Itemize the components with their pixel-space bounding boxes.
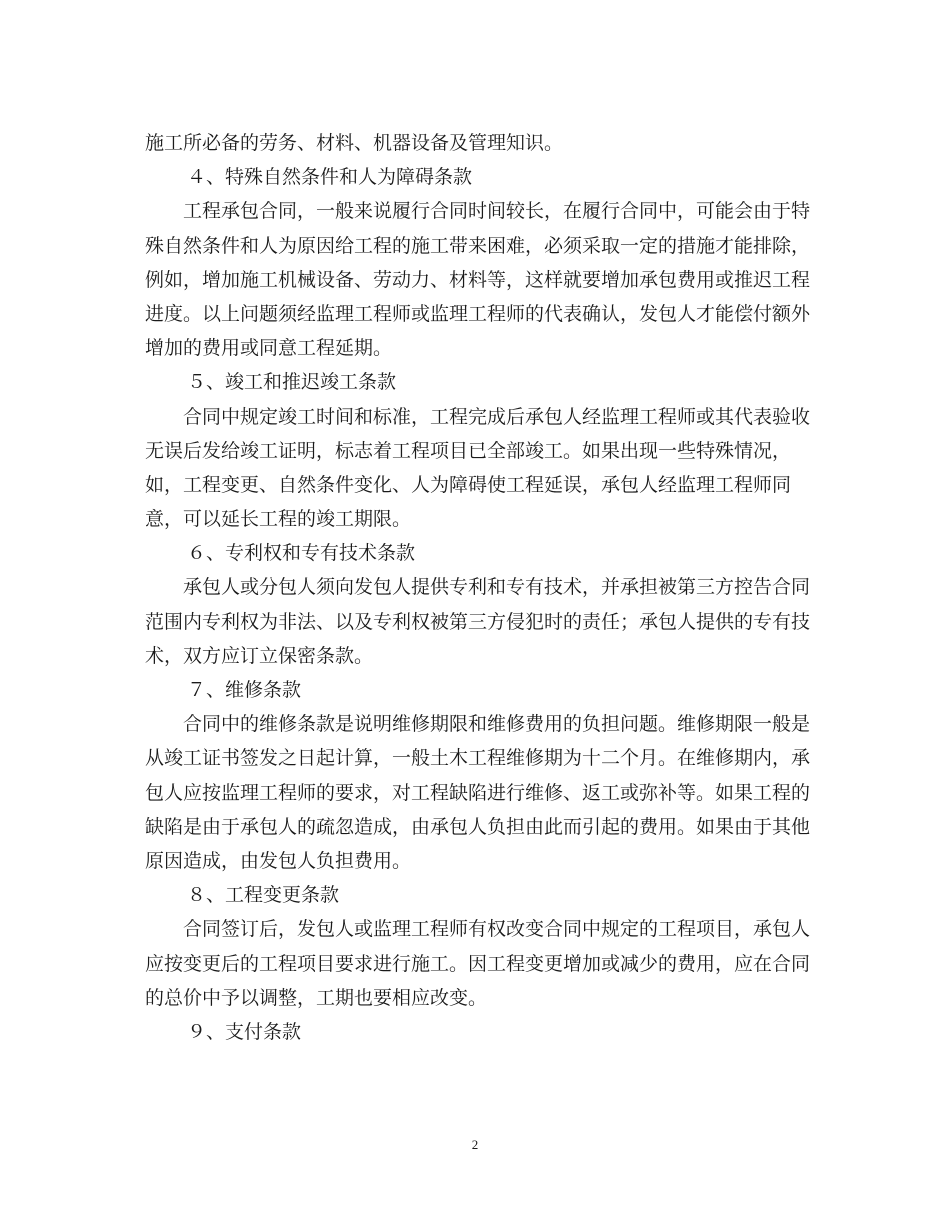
body-text-line: 包人应按监理工程师的要求，对工程缺陷进行维修、返工或弥补等。如果工程的 bbox=[145, 781, 811, 804]
body-text-line: 进度。以上问题须经监理工程师或监理工程师的代表确认，发包人才能偿付额外 bbox=[145, 302, 811, 325]
section-heading: ７、维修条款 bbox=[187, 679, 302, 701]
body-text-line: 原因造成，由发包人负担费用。 bbox=[145, 849, 412, 872]
body-text-line: 术，双方应订立保密条款。 bbox=[145, 644, 374, 667]
body-text-line: 承包人或分包人须向发包人提供专利和专有技术，并承担被第三方控告合同 bbox=[183, 576, 811, 599]
body-text-line: 施工所必备的劳务、材料、机器设备及管理知识。 bbox=[145, 132, 564, 154]
body-text-line: 无误后发给竣工证明，标志着工程项目已全部竣工。如果出现一些特殊情况， bbox=[145, 439, 792, 462]
body-text-line: 从竣工证书签发之日起计算，一般土木工程维修期为十二个月。在维修期内，承 bbox=[145, 747, 811, 770]
body-text-line: 缺陷是由于承包人的疏忽造成，由承包人负担由此而引起的费用。如果由于其他 bbox=[145, 815, 811, 838]
body-text-line: 殊自然条件和人为原因给工程的施工带来困难，必须采取一定的措施才能排除， bbox=[145, 234, 811, 257]
body-text-line: 合同中的维修条款是说明维修期限和维修费用的负担问题。维修期限一般是 bbox=[183, 713, 811, 736]
section-heading: ５、竣工和推迟竣工条款 bbox=[187, 371, 397, 394]
body-text-line: 增加的费用或同意工程延期。 bbox=[145, 337, 393, 360]
body-text-line: 合同中规定竣工时间和标准，工程完成后承包人经监理工程师或其代表验收 bbox=[183, 405, 811, 428]
body-text-line: 工程承包合同，一般来说履行合同时间较长，在履行合同中，可能会由于特 bbox=[183, 200, 811, 223]
section-heading: ９、支付条款 bbox=[187, 1020, 302, 1043]
body-text-line: 的总价中予以调整，工期也要相应改变。 bbox=[145, 986, 488, 1009]
page-number: 2 bbox=[471, 1137, 479, 1152]
body-text-line: 如，工程变更、自然条件变化、人为障碍使工程延误，承包人经监理工程师同 bbox=[145, 473, 792, 496]
body-text-line: 意，可以延长工程的竣工期限。 bbox=[145, 508, 412, 531]
body-text-line: 范围内专利权为非法、以及专利权被第三方侵犯时的责任；承包人提供的专有技 bbox=[145, 610, 811, 633]
section-heading: ８、工程变更条款 bbox=[187, 884, 340, 907]
section-heading: ４、特殊自然条件和人为障碍条款 bbox=[187, 166, 473, 189]
document-body bbox=[145, 126, 811, 1049]
body-text-line: 合同签订后，发包人或监理工程师有权改变合同中规定的工程项目，承包人 bbox=[183, 918, 811, 941]
section-heading: ６、专利权和专有技术条款 bbox=[187, 542, 416, 565]
body-text-line: 应按变更后的工程项目要求进行施工。因工程变更增加或减少的费用，应在合同 bbox=[145, 952, 811, 975]
body-text-line: 例如，增加施工机械设备、劳动力、材料等，这样就要增加承包费用或推迟工程 bbox=[145, 268, 811, 291]
